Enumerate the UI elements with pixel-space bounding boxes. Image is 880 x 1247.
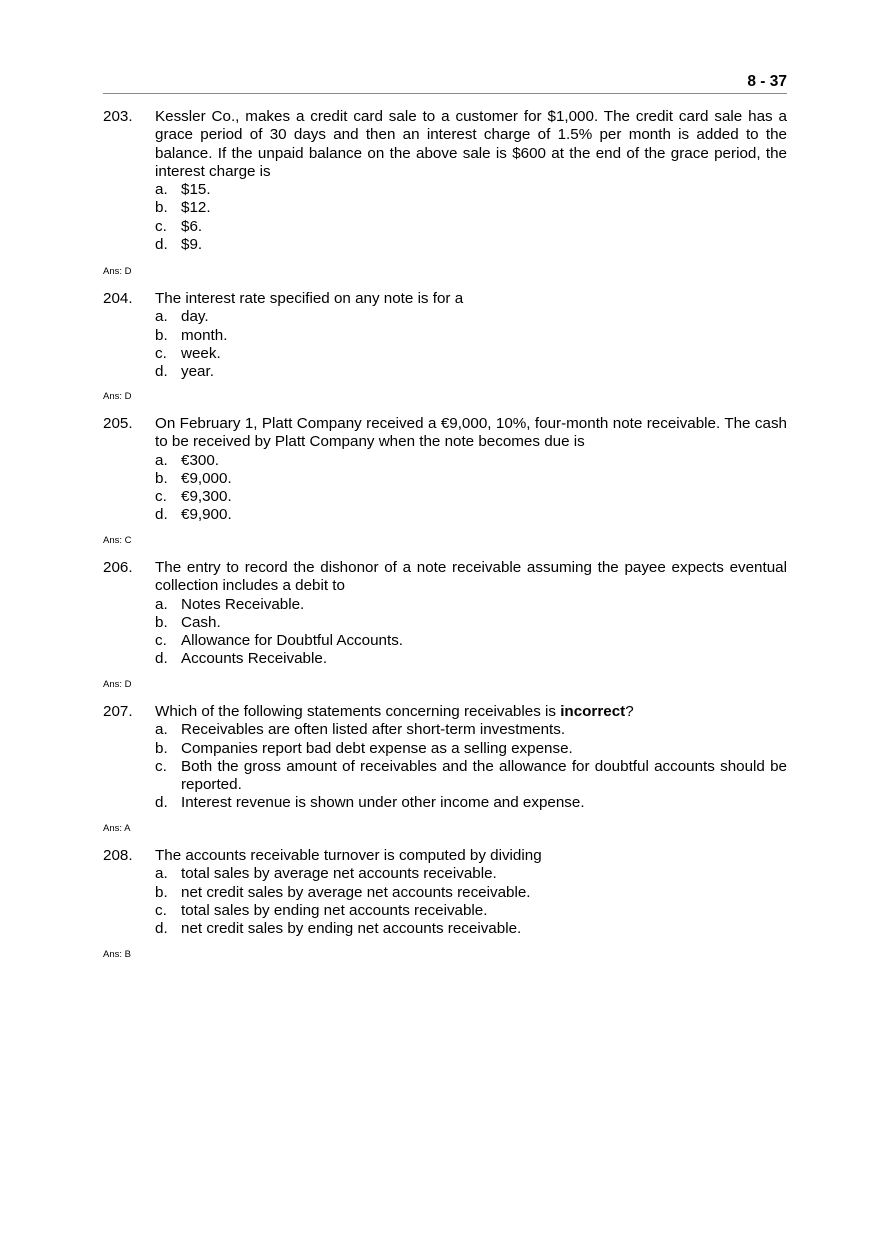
choice-text: Cash. xyxy=(181,613,221,631)
choice-letter: a. xyxy=(155,595,168,613)
choice-text: day. xyxy=(181,308,209,326)
choice-c xyxy=(155,902,787,920)
choice-text: €9,000. xyxy=(181,469,232,487)
choice-text: $9. xyxy=(181,236,203,254)
choice-letter: c. xyxy=(155,632,167,650)
choice-b xyxy=(155,327,787,345)
choice-text: Receivables are often listed after short-term investments. xyxy=(181,721,566,739)
choice-b xyxy=(155,614,787,632)
choice-letter: d. xyxy=(155,920,168,938)
question-stem-tail: ? xyxy=(625,703,634,720)
question-number: 203. xyxy=(103,108,133,125)
choice-letter: b. xyxy=(155,199,168,217)
choice-d xyxy=(155,794,787,812)
choice-a xyxy=(155,452,787,470)
question-number: 204. xyxy=(103,290,133,307)
choice-letter: a. xyxy=(155,451,168,469)
choice-b xyxy=(155,884,787,902)
choice-a xyxy=(155,721,787,739)
choice-text: €300. xyxy=(181,451,220,469)
choice-c xyxy=(155,218,787,236)
question-205 xyxy=(103,415,787,525)
question-stem-lead: Which of the following statements concerning receivables is xyxy=(155,703,561,720)
choice-letter: b. xyxy=(155,326,168,344)
choice-a xyxy=(155,596,787,614)
choice-c xyxy=(155,758,787,795)
choice-letter: d. xyxy=(155,506,168,524)
question-208 xyxy=(103,847,787,938)
header-rule xyxy=(103,93,787,94)
question-stem-emphasis: incorrect xyxy=(560,703,626,720)
choice-d xyxy=(155,236,787,254)
choice-a xyxy=(155,181,787,199)
choice-c xyxy=(155,345,787,363)
choice-text: total sales by average net accounts receivable. xyxy=(181,865,497,883)
choice-text: Accounts Receivable. xyxy=(181,650,328,668)
choice-text: total sales by ending net accounts receivable. xyxy=(181,901,488,919)
choice-text: Allowance for Doubtful Accounts. xyxy=(181,632,404,650)
choice-text: $15. xyxy=(181,181,211,199)
choice-letter: d. xyxy=(155,794,168,812)
choice-d xyxy=(155,650,787,668)
choice-text: $12. xyxy=(181,199,211,217)
answer-key: Ans: C xyxy=(103,535,132,546)
choice-letter: a. xyxy=(155,181,168,199)
choice-letter: d. xyxy=(155,363,168,381)
choice-letter: c. xyxy=(155,488,167,506)
question-stem: On February 1, Platt Company received a €9,000, 10%, four-month note receivable. The cash to be received by Platt Company when the note becomes due is xyxy=(155,415,787,451)
choice-letter: a. xyxy=(155,721,168,739)
choice-text: $6. xyxy=(181,217,203,235)
choice-text: Both the gross amount of receivables and the allowance for doubtful accounts should be reported. xyxy=(181,757,787,794)
choice-text: Notes Receivable. xyxy=(181,595,305,613)
choice-letter: b. xyxy=(155,739,168,757)
question-stem: Kessler Co., makes a credit card sale to a customer for $1,000. The credit card sale has a grace period of 30 days and then an interest charge of 1.5% per month is added to the balance. If the unpaid balance on the above sale is $600 at the end of the grace period, the interest charge is xyxy=(155,108,787,180)
choice-letter: a. xyxy=(155,308,168,326)
choice-d xyxy=(155,506,787,524)
question-207 xyxy=(103,703,787,813)
question-number: 206. xyxy=(103,559,133,576)
question-stem: The accounts receivable turnover is computed by dividing xyxy=(155,847,542,864)
choice-text: net credit sales by ending net accounts receivable. xyxy=(181,920,522,938)
choice-d xyxy=(155,363,787,381)
choice-text: €9,900. xyxy=(181,506,232,524)
question-206 xyxy=(103,559,787,669)
question-stem: The entry to record the dishonor of a note receivable assuming the payee expects eventual collection includes a debit to xyxy=(155,559,787,595)
choice-letter: a. xyxy=(155,865,168,883)
answer-key: Ans: D xyxy=(103,391,132,402)
choice-c xyxy=(155,488,787,506)
question-number: 207. xyxy=(103,703,133,720)
choice-letter: b. xyxy=(155,613,168,631)
choice-d xyxy=(155,920,787,938)
choice-text: year. xyxy=(181,363,214,381)
choice-text: Interest revenue is shown under other income and expense. xyxy=(181,794,585,812)
choice-c xyxy=(155,632,787,650)
question-number: 205. xyxy=(103,415,133,432)
choice-letter: c. xyxy=(155,344,167,362)
answer-key: Ans: A xyxy=(103,823,131,834)
choice-b xyxy=(155,470,787,488)
choice-letter: c. xyxy=(155,901,167,919)
choice-text: Companies report bad debt expense as a selling expense. xyxy=(181,739,573,757)
choice-letter: b. xyxy=(155,883,168,901)
choice-letter: c. xyxy=(155,757,167,775)
choice-letter: b. xyxy=(155,469,168,487)
answer-key: Ans: D xyxy=(103,266,132,277)
choice-letter: d. xyxy=(155,236,168,254)
choice-text: €9,300. xyxy=(181,488,232,506)
choice-letter: d. xyxy=(155,650,168,668)
question-number: 208. xyxy=(103,847,133,864)
question-203 xyxy=(103,108,787,254)
choice-text: net credit sales by average net accounts receivable. xyxy=(181,883,531,901)
choice-a xyxy=(155,865,787,883)
question-stem: The interest rate specified on any note is for a xyxy=(155,290,464,307)
question-stem xyxy=(155,703,787,721)
choice-text: month. xyxy=(181,326,228,344)
choice-b xyxy=(155,740,787,758)
page-number: 8 - 37 xyxy=(747,73,787,90)
answer-key: Ans: D xyxy=(103,679,132,690)
choice-b xyxy=(155,199,787,217)
choice-letter: c. xyxy=(155,217,167,235)
answer-key: Ans: B xyxy=(103,949,131,960)
choice-a xyxy=(155,308,787,326)
question-204 xyxy=(103,290,787,381)
choice-text: week. xyxy=(181,344,221,362)
